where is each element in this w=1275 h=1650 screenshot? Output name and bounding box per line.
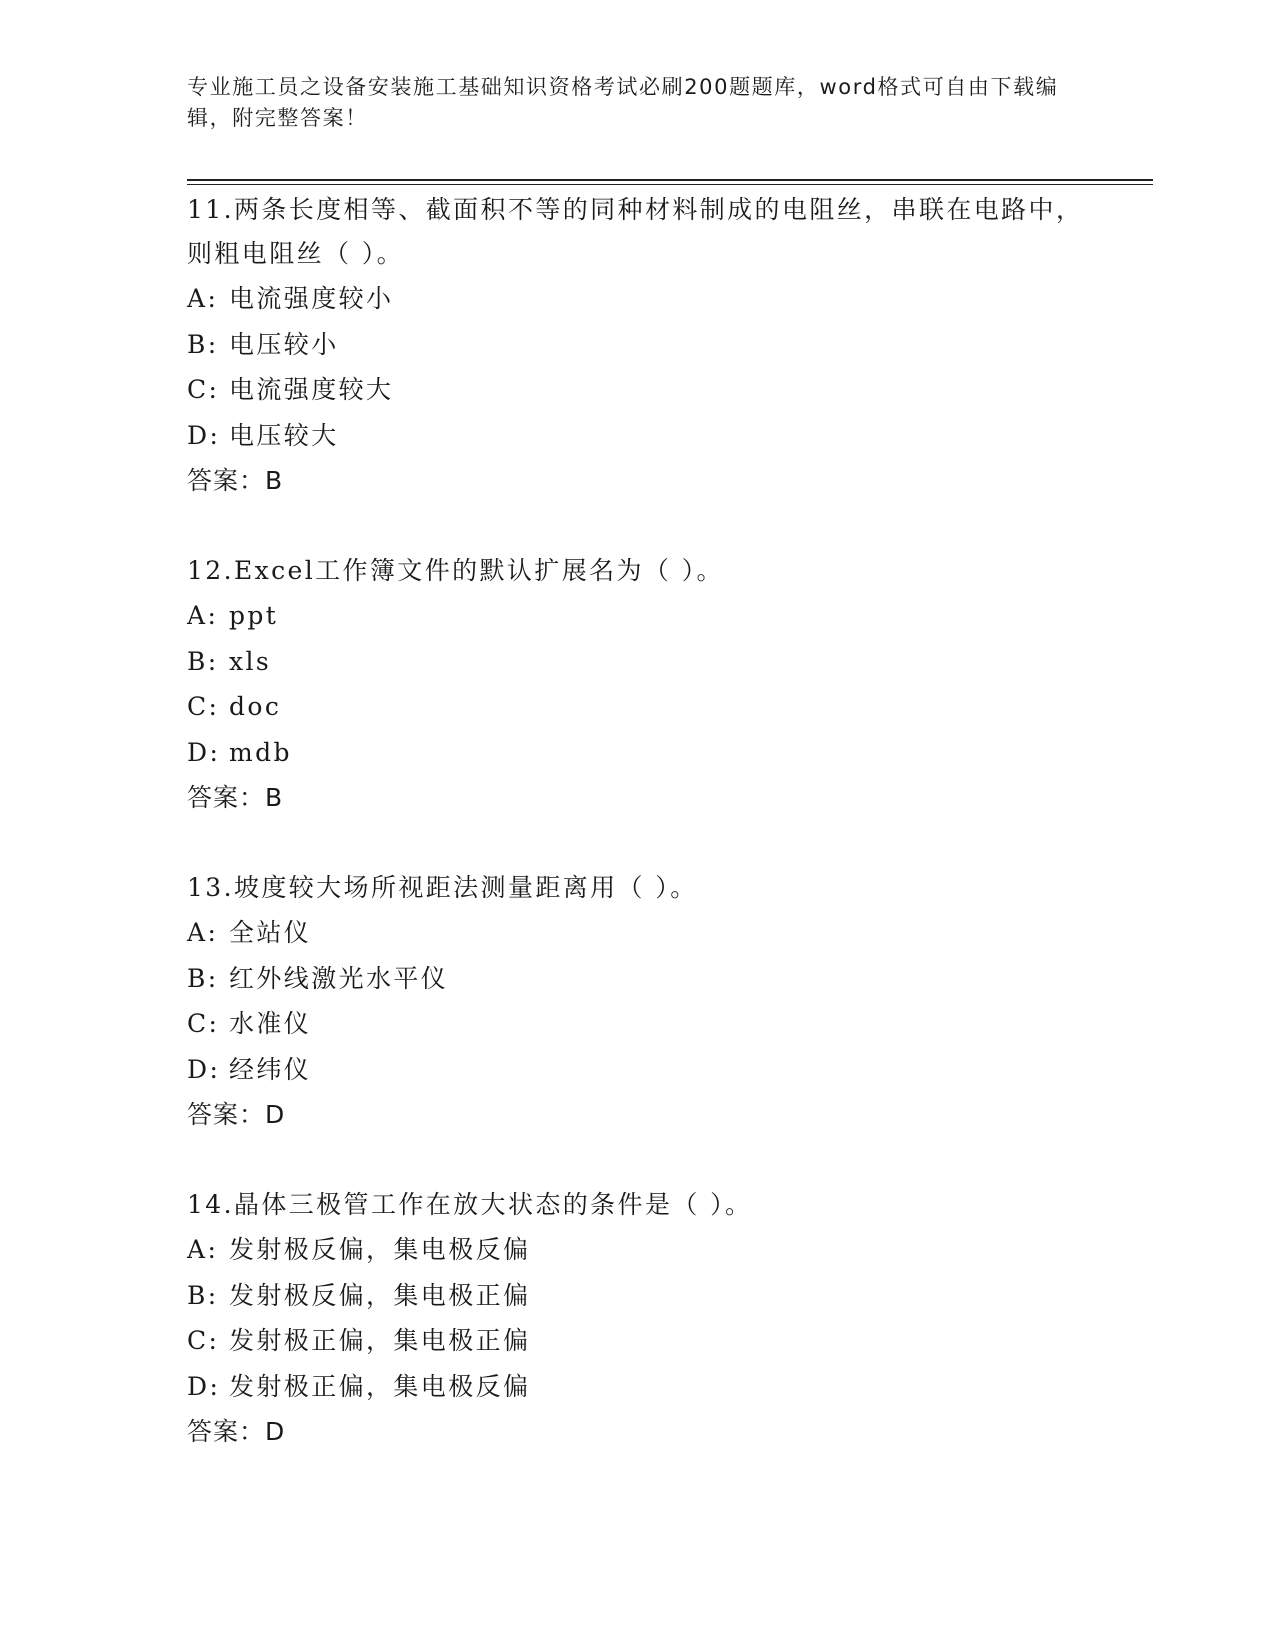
option-a (187, 276, 1087, 322)
option-key: B: (187, 646, 219, 676)
option-text: 全站仪 (229, 918, 312, 947)
option-text: 水准仪 (229, 1009, 312, 1038)
question-list (187, 188, 1087, 1500)
option-key: A: (187, 601, 219, 630)
option-key: C: (187, 1009, 220, 1038)
question-13 (187, 866, 1087, 1137)
option-b (187, 956, 1087, 1002)
option-key: C: (187, 1326, 220, 1355)
option-text: ppt (229, 601, 279, 630)
option-text: 发射极正偏，集电极正偏 (229, 1326, 531, 1355)
option-text: 发射极反偏，集电极反偏 (229, 1235, 531, 1264)
option-key: A: (187, 1235, 219, 1264)
question-stem: 13.坡度较大场所视距法测量距离用（ ）。 (187, 873, 698, 902)
option-text: 电流强度较大 (229, 375, 394, 404)
option-d (187, 730, 1087, 776)
option-c (187, 367, 1087, 413)
option-text: 经纬仪 (229, 1054, 312, 1084)
answer-line: 答案：B (187, 466, 284, 495)
option-key: B: (187, 329, 219, 359)
option-b (187, 1273, 1087, 1319)
option-text: 电压较小 (229, 329, 339, 359)
option-c (187, 684, 1087, 730)
option-text: 电流强度较小 (229, 284, 394, 313)
header-divider-thin (187, 184, 1153, 185)
header-divider-thick (187, 179, 1153, 181)
option-key: C: (187, 375, 220, 404)
option-a (187, 910, 1087, 956)
answer-line: 答案：D (187, 1100, 286, 1129)
option-text: 发射极反偏，集电极正偏 (229, 1280, 531, 1310)
option-key: D: (187, 737, 221, 767)
option-key: A: (187, 918, 219, 947)
option-key: D: (187, 420, 221, 450)
option-c (187, 1318, 1087, 1364)
option-key: B: (187, 963, 219, 993)
option-b (187, 639, 1087, 685)
option-d (187, 1364, 1087, 1410)
answer-line: 答案：B (187, 783, 284, 812)
option-text: 红外线激光水平仪 (229, 963, 449, 993)
option-text: mdb (229, 737, 292, 767)
option-key: C: (187, 692, 220, 721)
document-header: 专业施工员之设备安装施工基础知识资格考试必刷200题题库，word格式可自由下载编辑，附完整答案！ (187, 75, 1059, 130)
option-text: 发射极正偏，集电极反偏 (229, 1371, 531, 1401)
option-d (187, 1047, 1087, 1093)
option-key: D: (187, 1371, 221, 1401)
option-text: doc (229, 692, 282, 721)
option-text: xls (229, 646, 272, 676)
question-stem: 12.Excel工作簿文件的默认扩展名为（ ）。 (187, 556, 724, 585)
option-d (187, 413, 1087, 459)
question-14 (187, 1183, 1087, 1454)
question-11 (187, 188, 1087, 503)
answer-line: 答案：D (187, 1417, 286, 1446)
option-b (187, 322, 1087, 368)
question-stem: 11.两条长度相等、截面积不等的同种材料制成的电阻丝，串联在电路中，则粗电阻丝（ ）。 (187, 195, 1084, 268)
option-text: 电压较大 (229, 420, 339, 450)
question-stem: 14.晶体三极管工作在放大状态的条件是（ ）。 (187, 1190, 753, 1219)
option-key: D: (187, 1054, 221, 1084)
option-key: B: (187, 1280, 219, 1310)
option-c (187, 1001, 1087, 1047)
question-12 (187, 549, 1087, 820)
option-a (187, 593, 1087, 639)
option-a (187, 1227, 1087, 1273)
option-key: A: (187, 284, 219, 313)
